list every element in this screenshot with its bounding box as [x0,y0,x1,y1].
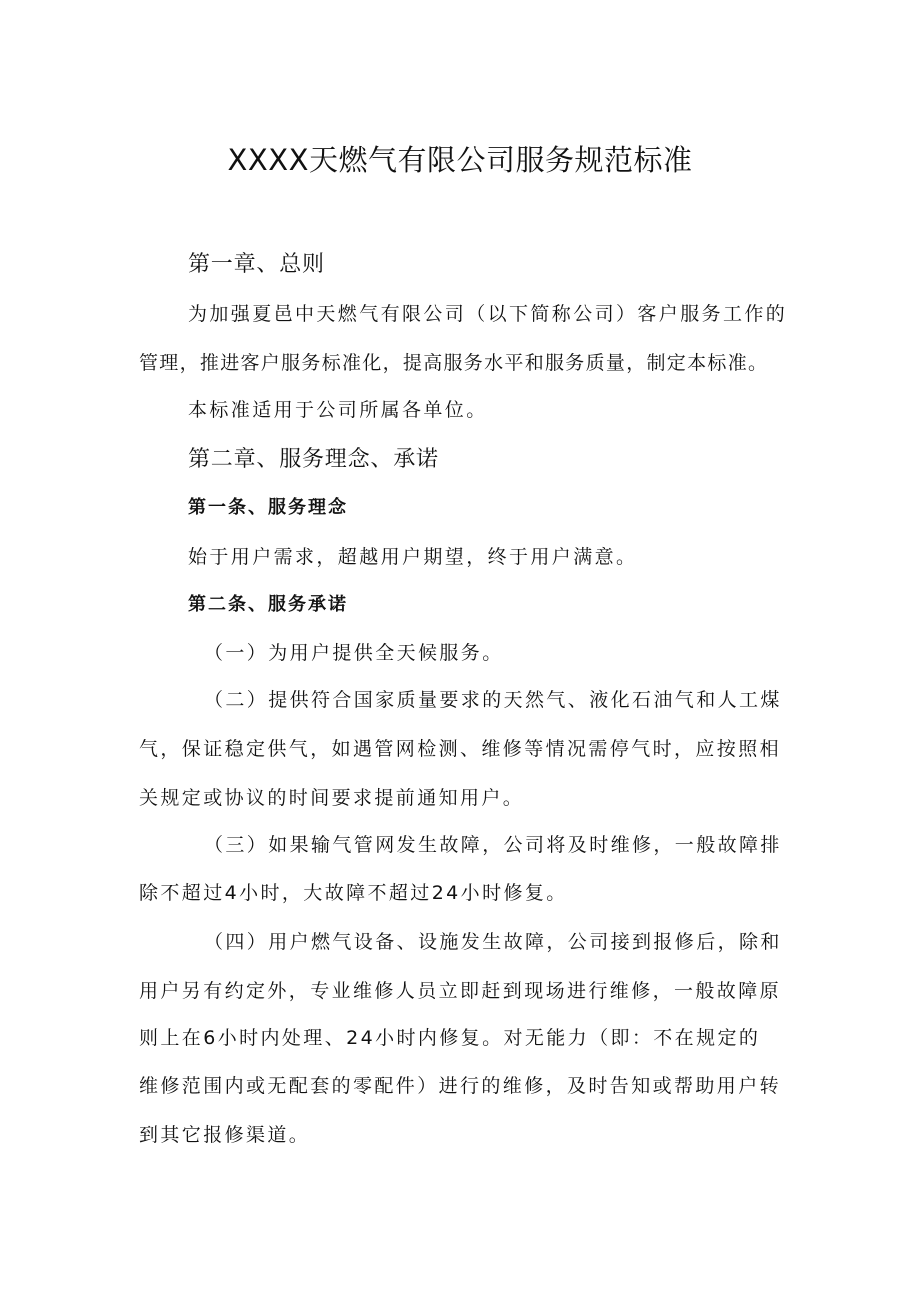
article2-item4-line2: 用户另有约定外，专业维修人员立即赶到现场进行维修，一般故障原 [139,980,782,1002]
chapter1-para2: 本标准适用于公司所属各单位。 [188,399,488,421]
chapter1-heading: 第一章、总则 [188,252,325,277]
article2-item4-line5: 到其它报修渠道。 [139,1124,311,1146]
article2-item2-line2: 气，保证稳定供气，如遇管网检测、维修等情况需停气时，应按照相 [139,738,782,760]
article2-item2-line1: （二）提供符合国家质量要求的天然气、液化石油气和人工煤 [204,689,782,711]
article2-item1: （一）为用户提供全天候服务。 [204,642,504,664]
article2-item4-line3: 则上在6小时内处理、24小时内修复。对无能力（即：不在规定的 [139,1027,761,1049]
chapter1-para1-line1: 为加强夏邑中天燃气有限公司（以下简称公司）客户服务工作的 [188,303,788,325]
document-title: XXXX天燃气有限公司服务规范标准 [227,143,693,177]
chapter1-para1-line2: 管理，推进客户服务标准化，提高服务水平和服务质量，制定本标准。 [139,352,769,374]
article1-heading: 第一条、服务理念 [188,497,348,518]
article2-heading: 第二条、服务承诺 [188,594,348,615]
article1-text: 始于用户需求，超越用户期望，终于用户满意。 [188,546,638,568]
article2-item3-line2: 除不超过4小时，大故障不超过24小时修复。 [139,882,568,904]
article2-item3-line1: （三）如果输气管网发生故障，公司将及时维修，一般故障排 [204,834,782,856]
chapter2-heading: 第二章、服务理念、承诺 [188,447,439,472]
article2-item4-line1: （四）用户燃气设备、设施发生故障，公司接到报修后，除和 [204,931,782,953]
article2-item2-line3: 关规定或协议的时间要求提前通知用户。 [139,787,525,809]
article2-item4-line4: 维修范围内或无配套的零配件）进行的维修，及时告知或帮助用户转 [139,1075,782,1097]
